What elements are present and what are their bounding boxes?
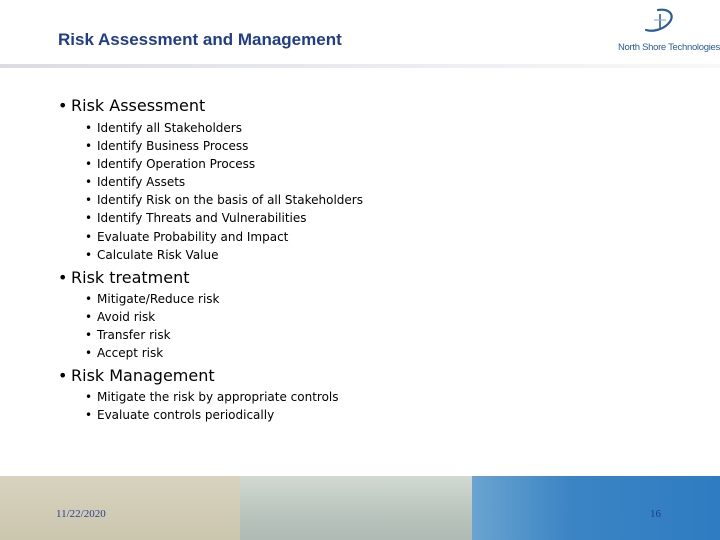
logo-text: North Shore Technologies	[618, 42, 720, 53]
section-heading-risk-assessment: • Risk Assessment	[58, 96, 206, 115]
page-number: 16	[650, 508, 661, 520]
list-item: • Identify all Stakeholders	[85, 121, 242, 135]
list-item: • Evaluate controls periodically	[85, 408, 275, 422]
bullet-icon: •	[58, 96, 68, 115]
slide-footer	[0, 476, 720, 540]
list-item: • Mitigate the risk by appropriate controls	[85, 390, 339, 404]
footer-band-middle	[240, 476, 472, 540]
footer-band-right	[472, 476, 720, 540]
footer-band-left	[0, 476, 240, 540]
list-item: • Evaluate Probability and Impact	[85, 230, 289, 244]
bullet-icon: •	[58, 268, 68, 287]
section-heading-risk-management: • Risk Management	[58, 366, 215, 385]
bullet-icon: •	[58, 366, 68, 385]
list-item: • Mitigate/Reduce risk	[85, 292, 220, 306]
footer-date: 11/22/2020	[56, 508, 106, 520]
list-item: • Avoid risk	[85, 310, 156, 324]
list-item: • Identify Threats and Vulnerabilities	[85, 211, 307, 225]
slide-title: Risk Assessment and Management	[58, 30, 342, 49]
list-item: • Accept risk	[85, 346, 164, 360]
list-item: • Identify Business Process	[85, 139, 249, 153]
list-item: • Transfer risk	[85, 328, 171, 342]
section-heading-risk-treatment: • Risk treatment	[58, 268, 190, 287]
list-item: • Identify Assets	[85, 175, 186, 189]
list-item: • Calculate Risk Value	[85, 248, 219, 262]
list-item: • Identify Risk on the basis of all Stakeholders	[85, 193, 363, 207]
list-item: • Identify Operation Process	[85, 157, 256, 171]
